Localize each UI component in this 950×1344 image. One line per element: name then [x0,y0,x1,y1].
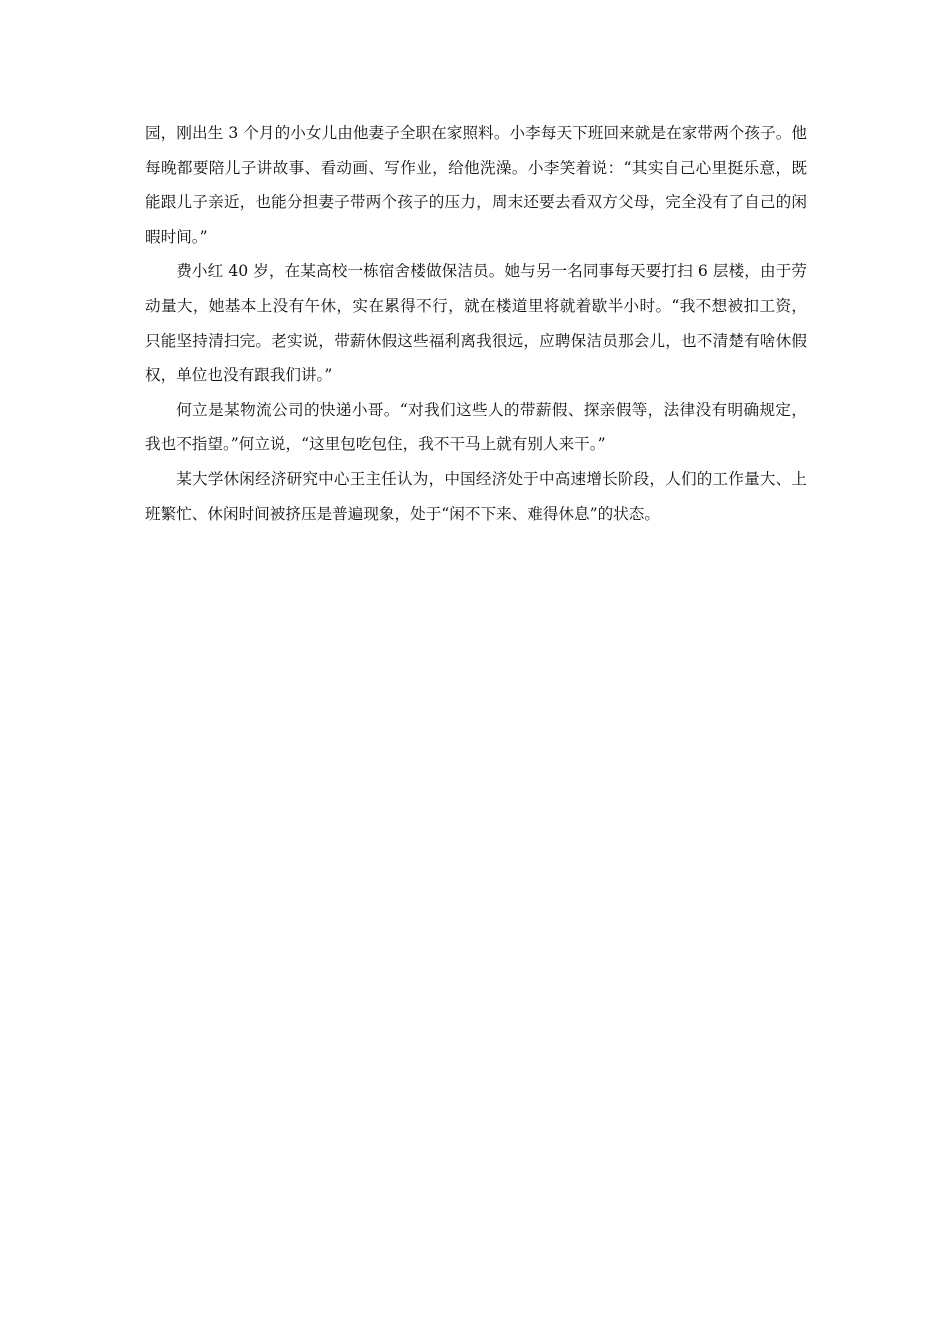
body-text [145,116,807,531]
paragraph-director-wang: 某大学休闲经济研究中心王主任认为，中国经济处于中高速增长阶段，人们的工作量大、上班繁忙、休闲时间被挤压是普遍现象，处于“闲不下来、难得休息”的状态。 [145,469,807,523]
paragraph-continued: 园，刚出生 3 个月的小女儿由他妻子全职在家照料。小李每天下班回来就是在家带两个孩子。他每晚都要陪儿子讲故事、看动画、写作业，给他洗澡。小李笑着说：“其实自己心里挺乐意，既能跟儿子亲近，也能分担妻子带两个孩子的压力，周末还要去看双方父母，完全没有了自己的闲暇时间。” [145,124,807,246]
paragraph-he-li: 何立是某物流公司的快递小哥。“对我们这些人的带薪假、探亲假等，法律没有明确规定，我也不指望。”何立说，“这里包吃包住，我不干马上就有别人来干。” [145,400,807,454]
paragraph-fei-xiaohong: 费小红 40 岁，在某高校一栋宿舍楼做保洁员。她与另一名同事每天要打扫 6 层楼，由于劳动量大，她基本上没有午休，实在累得不行，就在楼道里将就着歇半小时。“我不想被扣工资，只能坚持清扫完。老实说，带薪休假这些福利离我很远，应聘保洁员那会儿，也不清楚有啥休假权，单位也没有跟我们讲。” [145,262,807,385]
